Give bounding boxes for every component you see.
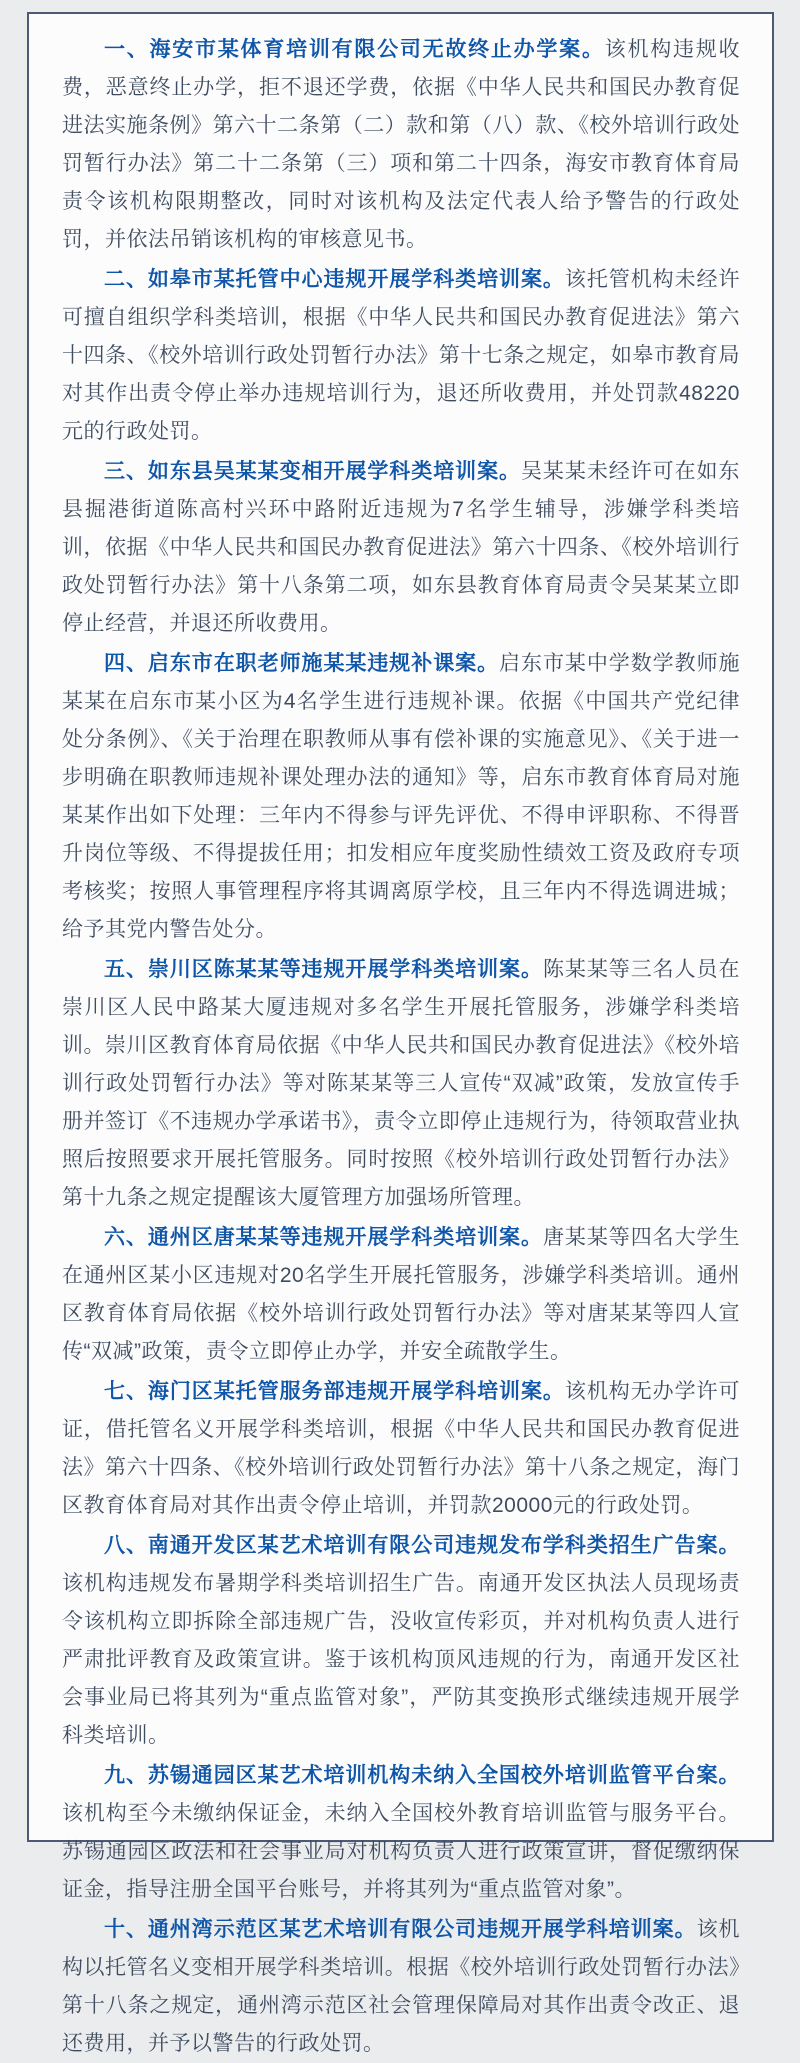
case-body: 陈某某等三名人员在崇川区人民中路某大厦违规对多名学生开展托管服务，涉嫌学科类培训。崇川区教育体育局依据《中华人民共和国民办教育促进法》《校外培训行政处罚暂行办法》等对陈某某等三人宣传“双减”政策，发放宣传手册并签订《不违规办学承诺书》，责令立即停止违规行为，待领取营业执照后按照要求开展托管服务。同时按照《校外培训行政处罚暂行办法》第十九条之规定提醒该大厦管理方加强场所管理。 [62, 958, 741, 1209]
case-heading: 九、苏锡通园区某艺术培训机构未纳入全国校外培训监管平台案。 [104, 1764, 740, 1787]
case-body: 该机构违规发布暑期学科类培训招生广告。南通开发区执法人员现场责令该机构立即拆除全部违规广告，没收宣传彩页，并对机构负责人进行严肃批评教育及政策宣讲。鉴于该机构顶风违规的行为，南通开发区社会事业局已将其列为“重点监管对象”，严防其变换形式继续违规开展学科类培训。 [62, 1572, 740, 1747]
case-heading: 七、海门区某托管服务部违规开展学科培训案。 [104, 1380, 565, 1403]
case-body: 唐某某等四名大学生在通州区某小区违规对20名学生开展托管服务，涉嫌学科类培训。通州区教育体育局依据《校外培训行政处罚暂行办法》等对唐某某等四人宣传“双减”政策，责令立即停止办学，并安全疏散学生。 [62, 1226, 741, 1363]
case-paragraph-1 [62, 31, 740, 259]
case-body: 该托管机构未经许可擅自组织学科类培训，根据《中华人民共和国民办教育促进法》第六十四条、《校外培训行政处罚暂行办法》第十七条之规定，如皋市教育局对其作出责令停止举办违规培训行为，退还所收费用，并处罚款48220元的行政处罚。 [62, 268, 740, 443]
case-paragraph-9 [62, 1757, 740, 1909]
case-paragraph-5 [62, 951, 740, 1217]
case-body: 吴某某未经许可在如东县掘港街道陈高村兴环中路附近违规为7名学生辅导，涉嫌学科类培训，依据《中华人民共和国民办教育促进法》第六十四条、《校外培训行政处罚暂行办法》第十八条第二项，如东县教育体育局责令吴某某立即停止经营，并退还所收费用。 [62, 460, 741, 635]
case-heading: 十、通州湾示范区某艺术培训有限公司违规开展学科培训案。 [104, 1918, 697, 1941]
case-heading: 五、崇川区陈某某等违规开展学科类培训案。 [104, 958, 543, 981]
case-heading: 八、南通开发区某艺术培训有限公司违规发布学科类招生广告案。 [104, 1534, 740, 1557]
case-heading: 四、启东市在职老师施某某违规补课案。 [104, 652, 500, 675]
case-body: 该机构无办学许可证，借托管名义开展学科类培训，根据《中华人民共和国民办教育促进法》第六十四条、《校外培训行政处罚暂行办法》第十八条之规定，海门区教育体育局对其作出责令停止培训，并罚款20000元的行政处罚。 [62, 1380, 740, 1517]
case-body: 启东市某中学数学教师施某某在启东市某小区为4名学生进行违规补课。依据《中国共产党纪律处分条例》、《关于治理在职教师从事有偿补课的实施意见》、《关于进一步明确在职教师违规补课处理办法的通知》等，启东市教育体育局对施某某作出如下处理：三年内不得参与评先评优、不得申评职称、不得晋升岗位等级、不得提拔任用；扣发相应年度奖励性绩效工资及政府专项考核奖；按照人事管理程序将其调离原学校，且三年内不得选调进城；给予其党内警告处分。 [62, 652, 741, 941]
case-paragraph-6 [62, 1219, 740, 1371]
case-body: 该机构至今未缴纳保证金，未纳入全国校外教育培训监管与服务平台。苏锡通园区政法和社会事业局对机构负责人进行政策宣讲，督促缴纳保证金，指导注册全国平台账号，并将其列为“重点监管对象”。 [62, 1802, 740, 1901]
case-list [62, 31, 740, 2063]
case-paragraph-3 [62, 453, 740, 643]
case-body: 该机构违规收费，恶意终止办学，拒不退还学费，依据《中华人民共和国民办教育促进法实施条例》第六十二条第（二）款和第（八）款、《校外培训行政处罚暂行办法》第二十二条第（三）项和第二十四条，海安市教育体育局责令该机构限期整改，同时对该机构及法定代表人给予警告的行政处罚，并依法吊销该机构的审核意见书。 [62, 38, 740, 251]
case-heading: 一、海安市某体育培训有限公司无故终止办学案。 [104, 38, 605, 61]
document-box [27, 12, 774, 2055]
case-heading: 二、如皋市某托管中心违规开展学科类培训案。 [104, 268, 565, 291]
case-body: 该机构以托管名义变相开展学科类培训。根据《校外培训行政处罚暂行办法》第十八条之规定，通州湾示范区社会管理保障局对其作出责令改正、退还费用，并予以警告的行政处罚。 [62, 1918, 741, 2055]
case-paragraph-4 [62, 645, 740, 949]
case-paragraph-2 [62, 261, 740, 451]
case-heading: 六、通州区唐某某等违规开展学科类培训案。 [104, 1226, 543, 1249]
case-heading: 三、如东县吴某某变相开展学科类培训案。 [104, 460, 521, 483]
case-paragraph-10 [62, 1911, 740, 2063]
case-paragraph-7 [62, 1373, 740, 1525]
case-paragraph-8 [62, 1527, 740, 1755]
